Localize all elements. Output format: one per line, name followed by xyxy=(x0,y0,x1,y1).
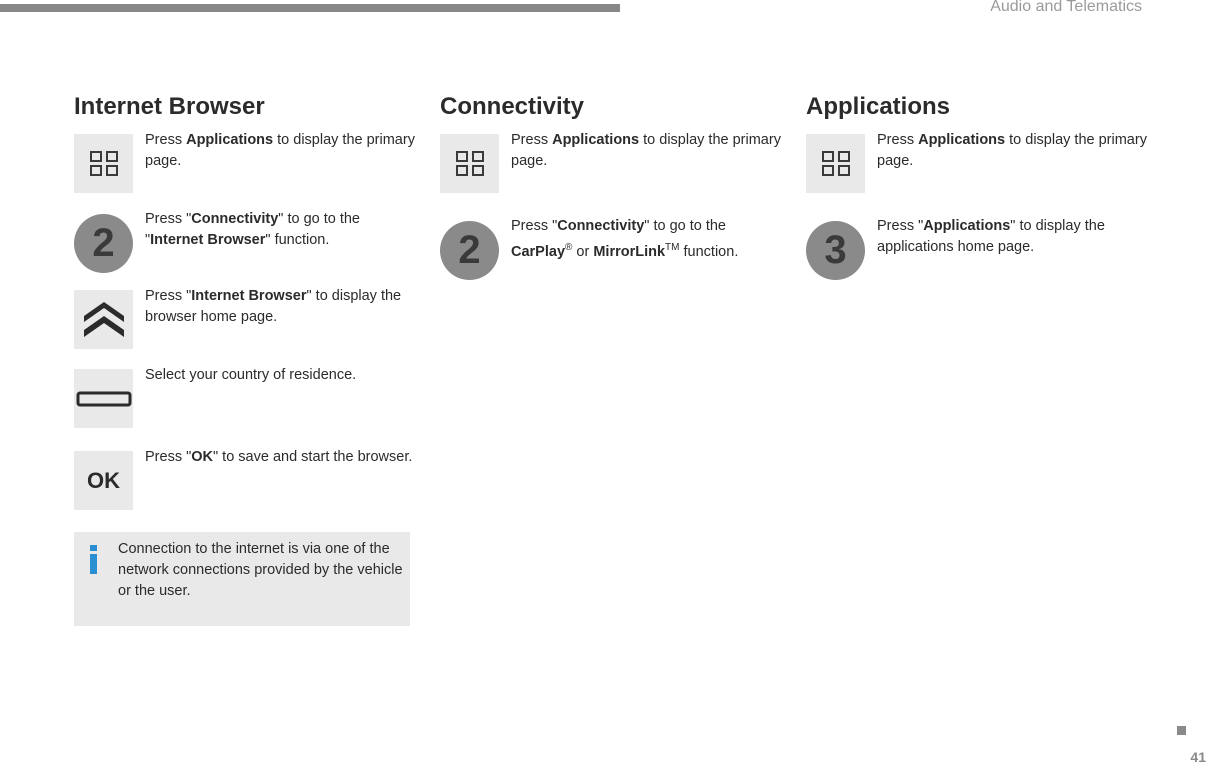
citroen-chevrons-icon xyxy=(74,290,133,349)
ib-step-applications-text: Press Applications to display the primary page. xyxy=(145,132,415,169)
applications-column xyxy=(806,90,1147,272)
ib-step-ok-text: Press "OK" to save and start the browser. xyxy=(145,449,413,465)
step-number-badge: 2 xyxy=(74,214,133,273)
connectivity-column xyxy=(440,90,781,272)
apps-grid-icon xyxy=(806,134,865,193)
apps-grid-icon xyxy=(440,134,499,193)
info-note-text: Connection to the internet is via one of the network connections provided by the vehicle or the user. xyxy=(118,541,403,599)
ib-step-country-text: Select your country of residence. xyxy=(145,367,357,383)
apps-grid-icon xyxy=(74,134,133,193)
ib-step-connectivity-text: Press "Connectivity" to go to the "Internet Browser" function. xyxy=(145,211,360,248)
conn-step-connectivity-text: Press "Connectivity" to go to the CarPlay® or MirrorLink™ function. xyxy=(511,218,739,260)
info-icon xyxy=(88,540,100,576)
step-number-badge: 2 xyxy=(440,221,499,280)
step-number-badge: 3 xyxy=(806,221,865,280)
internet-browser-column xyxy=(74,90,415,493)
app-step-home-text: Press "Applications" to display the applications home page. xyxy=(877,218,1105,255)
bar-icon xyxy=(74,369,133,428)
ib-step-internet-browser-text: Press "Internet Browser" to display the browser home page. xyxy=(145,288,402,325)
ok-icon xyxy=(74,451,133,510)
section-header: Audio and Telematics xyxy=(990,0,1142,15)
info-note xyxy=(74,532,410,626)
page-marker xyxy=(1177,726,1186,735)
app-step-applications-text: Press Applications to display the primary page. xyxy=(877,132,1147,169)
conn-step-applications-text: Press Applications to display the primary page. xyxy=(511,132,781,169)
applications-title: Applications xyxy=(806,93,951,120)
internet-browser-title: Internet Browser xyxy=(74,93,265,120)
ok-icon-label: OK xyxy=(87,467,120,493)
connectivity-title: Connectivity xyxy=(440,93,585,120)
top-bar xyxy=(0,4,620,12)
page-number: 41 xyxy=(1190,749,1206,765)
